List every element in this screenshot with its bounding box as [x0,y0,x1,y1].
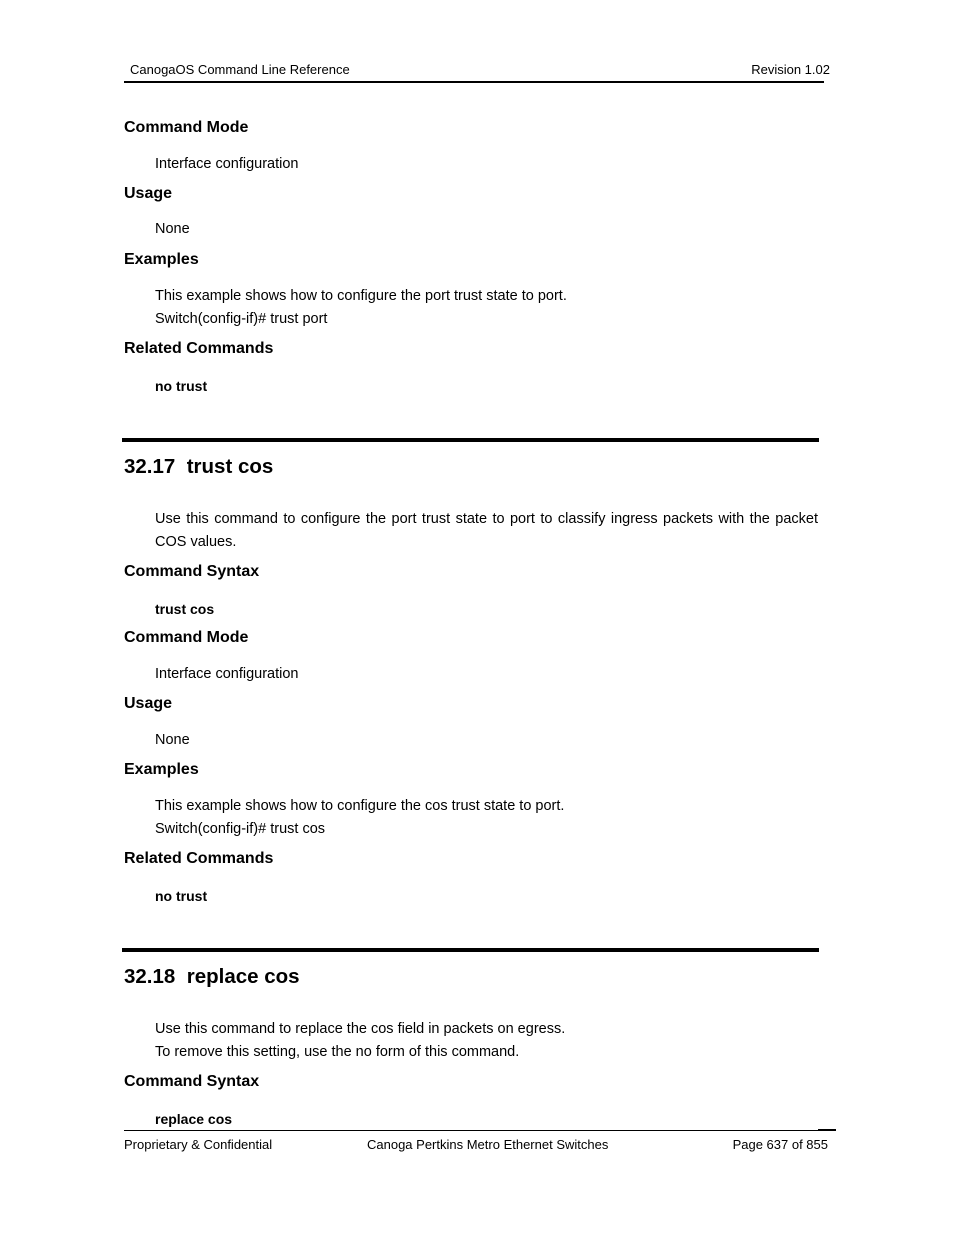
section-number: 32.18 [124,965,176,988]
section-rule [122,438,819,442]
prev-related-cmd: no trust [155,378,208,394]
related-label: Related Commands [124,850,274,867]
header-rule [124,81,824,83]
header-revision: Revision 1.02 [751,62,830,77]
examples-label: Examples [124,761,199,778]
prev-examples-label: Examples [124,251,199,268]
footer-rule [124,1130,836,1131]
syntax-command: trust cos [155,601,215,617]
mode-label: Command Mode [124,629,249,646]
usage-text: None [155,732,190,748]
example-desc: This example shows how to configure the cos trust state to port. [155,798,565,814]
syntax-label: Command Syntax [124,1073,260,1090]
prev-mode-label: Command Mode [124,119,249,136]
usage-label: Usage [124,695,173,712]
example-cmd: Switch(config-if)# trust cos [155,821,326,837]
prev-example-cmd: Switch(config-if)# trust port [155,311,328,327]
syntax-command: replace cos [155,1111,233,1127]
section-description: Use this command to replace the cos field in packets on egress. [155,1021,566,1037]
syntax-label: Command Syntax [124,563,260,580]
prev-mode-text: Interface configuration [155,156,299,172]
prev-usage-label: Usage [124,185,173,202]
section-heading [124,965,300,989]
prev-related-label: Related Commands [124,340,274,357]
footer-left: Proprietary & Confidential [124,1137,273,1152]
section-heading [124,455,273,479]
section-description: Use this command to configure the port trust state to port to classify ingress packets with the packet COS values. [155,511,818,550]
related-cmd: no trust [155,888,208,904]
section-title: replace cos [186,965,300,988]
section-number: 32.17 [124,455,176,478]
footer-center: Canoga Pertkins Metro Ethernet Switches [367,1137,609,1152]
header-title: CanogaOS Command Line Reference [130,62,350,77]
prev-usage-text: None [155,221,190,237]
section-title: trust cos [186,455,274,478]
prev-example-desc: This example shows how to configure the port trust state to port. [155,288,567,304]
mode-text: Interface configuration [155,666,299,682]
section-rule [122,948,819,952]
footer-page: Page 637 of 855 [732,1137,828,1152]
section-description-line2: To remove this setting, use the no form of this command. [155,1044,520,1060]
